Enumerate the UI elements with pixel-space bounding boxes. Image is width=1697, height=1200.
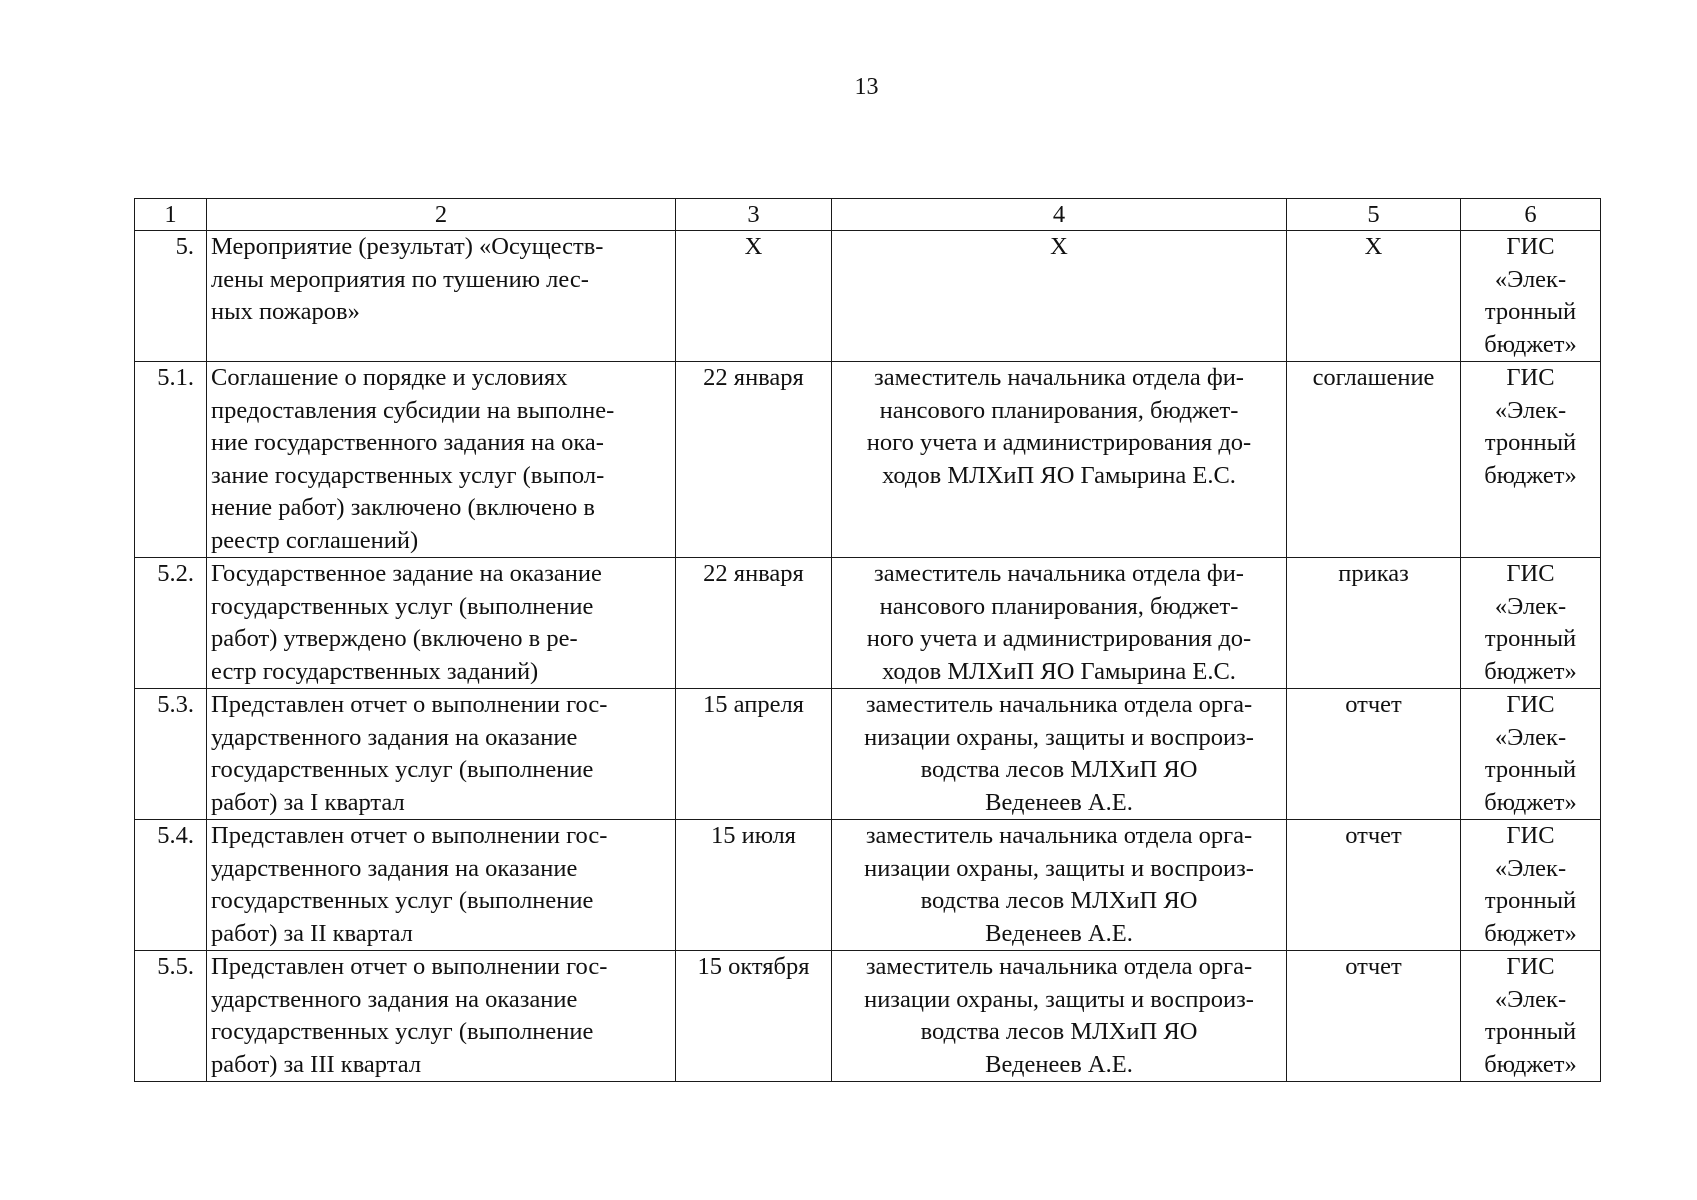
- cell-system-line: тронный: [1484, 429, 1577, 456]
- table-row: [135, 362, 1601, 558]
- cell-date-line: 15 июля: [711, 822, 796, 849]
- cell-document: [1287, 951, 1461, 1082]
- cell-system: [1461, 362, 1601, 558]
- cell-number: 5.1.: [135, 362, 207, 558]
- cell-responsible-line: Веденеев А.Е.: [985, 788, 1133, 816]
- header-cell-4: 4: [832, 199, 1287, 231]
- cell-system-line: бюджет»: [1484, 461, 1577, 489]
- cell-document: [1287, 362, 1461, 558]
- cell-responsible-line: низации охраны, защиты и воспроиз-: [864, 985, 1254, 1013]
- cell-responsible-line: заместитель начальника отдела фи-: [874, 560, 1244, 587]
- cell-date-line: 15 апреля: [703, 691, 804, 718]
- cell-system-line: бюджет»: [1484, 330, 1577, 358]
- header-cell-3: 3: [676, 199, 832, 231]
- cell-date: [676, 820, 832, 951]
- cell-description: [207, 558, 676, 689]
- cell-number: 5.3.: [135, 689, 207, 820]
- cell-responsible: [832, 558, 1287, 689]
- cell-system-line: ГИС: [1506, 953, 1555, 980]
- page-number: 13: [854, 74, 879, 100]
- cell-responsible-line: нансового планирования, бюджет-: [879, 396, 1239, 424]
- cell-description-line: зание государственных услуг (выпол-: [211, 461, 605, 489]
- cell-responsible-line: ходов МЛХиП ЯО Гамырина Е.С.: [882, 657, 1236, 685]
- cell-responsible-line: заместитель начальника отдела орга-: [865, 953, 1253, 980]
- cell-responsible-line: водства лесов МЛХиП ЯО: [920, 887, 1198, 914]
- cell-system-line: «Элек-: [1494, 854, 1567, 882]
- cell-document-line: приказ: [1338, 560, 1409, 587]
- cell-description-line: предоставления субсидии на выполне-: [211, 396, 615, 424]
- cell-system-line: ГИС: [1506, 560, 1555, 587]
- cell-system-line: ГИС: [1506, 691, 1555, 718]
- cell-responsible-line: заместитель начальника отдела орга-: [865, 691, 1253, 718]
- cell-description-line: работ) за II квартал: [211, 919, 413, 947]
- cell-responsible-line: нансового планирования, бюджет-: [879, 592, 1239, 620]
- header-cell-2: 2: [207, 199, 676, 231]
- cell-system-line: бюджет»: [1484, 919, 1577, 947]
- cell-description-line: ударственного задания на оказание: [211, 723, 578, 751]
- cell-responsible-line: водства лесов МЛХиП ЯО: [920, 756, 1198, 783]
- cell-date: [676, 362, 832, 558]
- cell-number: 5.: [135, 231, 207, 362]
- table-row: [135, 558, 1601, 689]
- cell-description: [207, 362, 676, 558]
- cell-document-line: соглашение: [1312, 364, 1435, 391]
- cell-responsible-line: ного учета и администрирования до-: [866, 429, 1252, 456]
- cell-number: 5.2.: [135, 558, 207, 689]
- cell-system-line: тронный: [1484, 1018, 1577, 1045]
- cell-document: [1287, 689, 1461, 820]
- cell-date-line: X: [744, 233, 763, 260]
- cell-document-line: отчет: [1345, 953, 1402, 980]
- cell-description-line: Представлен отчет о выполнении гос-: [211, 953, 608, 980]
- cell-system: [1461, 231, 1601, 362]
- cell-system-line: ГИС: [1506, 233, 1555, 260]
- cell-description-line: ние государственного задания на ока-: [211, 429, 604, 456]
- cell-responsible: [832, 231, 1287, 362]
- cell-responsible-line: Веденеев А.Е.: [985, 1050, 1133, 1078]
- cell-description-line: работ) за I квартал: [211, 788, 405, 816]
- cell-responsible: [832, 951, 1287, 1082]
- cell-description: [207, 231, 676, 362]
- cell-description-line: работ) утверждено (включено в ре-: [211, 625, 578, 652]
- cell-system: [1461, 951, 1601, 1082]
- table-row: [135, 951, 1601, 1082]
- cell-description-line: государственных услуг (выполнение: [211, 1018, 594, 1045]
- cell-description-line: работ) за III квартал: [211, 1050, 422, 1078]
- cell-responsible: [832, 820, 1287, 951]
- cell-responsible-line: ного учета и администрирования до-: [866, 625, 1252, 652]
- cell-responsible-line: водства лесов МЛХиП ЯО: [920, 1018, 1198, 1045]
- cell-responsible-line: заместитель начальника отдела орга-: [865, 822, 1253, 849]
- cell-date: [676, 689, 832, 820]
- cell-system-line: «Элек-: [1494, 985, 1567, 1013]
- cell-date-line: 22 января: [703, 560, 804, 587]
- cell-system: [1461, 558, 1601, 689]
- cell-document: [1287, 558, 1461, 689]
- cell-document-line: X: [1364, 233, 1383, 260]
- cell-description: [207, 951, 676, 1082]
- cell-system-line: бюджет»: [1484, 1050, 1577, 1078]
- cell-system-line: тронный: [1484, 887, 1577, 914]
- cell-system-line: тронный: [1484, 625, 1577, 652]
- header-row: [135, 199, 1601, 231]
- table-row: [135, 231, 1601, 362]
- header-cell-1: 1: [135, 199, 207, 231]
- cell-system-line: бюджет»: [1484, 657, 1577, 685]
- cell-description-line: лены мероприятия по тушению лес-: [211, 265, 589, 293]
- cell-document-line: отчет: [1345, 691, 1402, 718]
- cell-system-line: ГИС: [1506, 822, 1555, 849]
- cell-responsible: [832, 689, 1287, 820]
- cell-responsible-line: X: [1050, 233, 1068, 260]
- cell-responsible-line: ходов МЛХиП ЯО Гамырина Е.С.: [882, 461, 1236, 489]
- cell-description-line: Мероприятие (результат) «Осуществ-: [211, 233, 604, 260]
- cell-description-line: ударственного задания на оказание: [211, 854, 578, 882]
- cell-system: [1461, 689, 1601, 820]
- cell-date: [676, 558, 832, 689]
- cell-number: 5.4.: [135, 820, 207, 951]
- table-body: [135, 199, 1601, 1082]
- cell-description-line: государственных услуг (выполнение: [211, 756, 594, 783]
- cell-system-line: тронный: [1484, 756, 1577, 783]
- header-cell-6: 6: [1461, 199, 1601, 231]
- cell-description-line: Соглашение о порядке и условиях: [211, 364, 568, 391]
- cell-system-line: ГИС: [1506, 364, 1555, 391]
- cell-description-line: нение работ) заключено (включено в: [211, 494, 595, 521]
- cell-description: [207, 820, 676, 951]
- cell-system-line: тронный: [1484, 298, 1577, 325]
- cell-responsible-line: низации охраны, защиты и воспроиз-: [864, 723, 1254, 751]
- cell-system-line: «Элек-: [1494, 592, 1567, 620]
- cell-description-line: Государственное задание на оказание: [211, 560, 602, 587]
- cell-description-line: ударственного задания на оказание: [211, 985, 578, 1013]
- cell-system-line: «Элек-: [1494, 723, 1567, 751]
- cell-description-line: Представлен отчет о выполнении гос-: [211, 822, 608, 849]
- cell-description-line: естр государственных заданий): [211, 657, 539, 685]
- table-row: [135, 689, 1601, 820]
- cell-description-line: государственных услуг (выполнение: [211, 887, 594, 914]
- cell-date: [676, 231, 832, 362]
- cell-description-line: Представлен отчет о выполнении гос-: [211, 691, 608, 718]
- cell-responsible-line: низации охраны, защиты и воспроиз-: [864, 854, 1254, 882]
- cell-responsible-line: Веденеев А.Е.: [985, 919, 1133, 947]
- header-cell-5: 5: [1287, 199, 1461, 231]
- cell-document: [1287, 820, 1461, 951]
- cell-date-line: 22 января: [703, 364, 804, 391]
- cell-system-line: «Элек-: [1494, 396, 1567, 424]
- table-row: [135, 820, 1601, 951]
- cell-description-line: государственных услуг (выполнение: [211, 592, 594, 620]
- cell-date-line: 15 октября: [697, 953, 810, 980]
- plan-table: [134, 198, 1601, 1082]
- cell-description-line: реестр соглашений): [211, 526, 419, 554]
- cell-document: [1287, 231, 1461, 362]
- cell-system-line: «Элек-: [1494, 265, 1567, 293]
- cell-system: [1461, 820, 1601, 951]
- cell-responsible-line: заместитель начальника отдела фи-: [874, 364, 1244, 391]
- cell-date: [676, 951, 832, 1082]
- cell-description-line: ных пожаров»: [211, 298, 360, 325]
- cell-description: [207, 689, 676, 820]
- cell-responsible: [832, 362, 1287, 558]
- cell-system-line: бюджет»: [1484, 788, 1577, 816]
- cell-number: 5.5.: [135, 951, 207, 1082]
- cell-document-line: отчет: [1345, 822, 1402, 849]
